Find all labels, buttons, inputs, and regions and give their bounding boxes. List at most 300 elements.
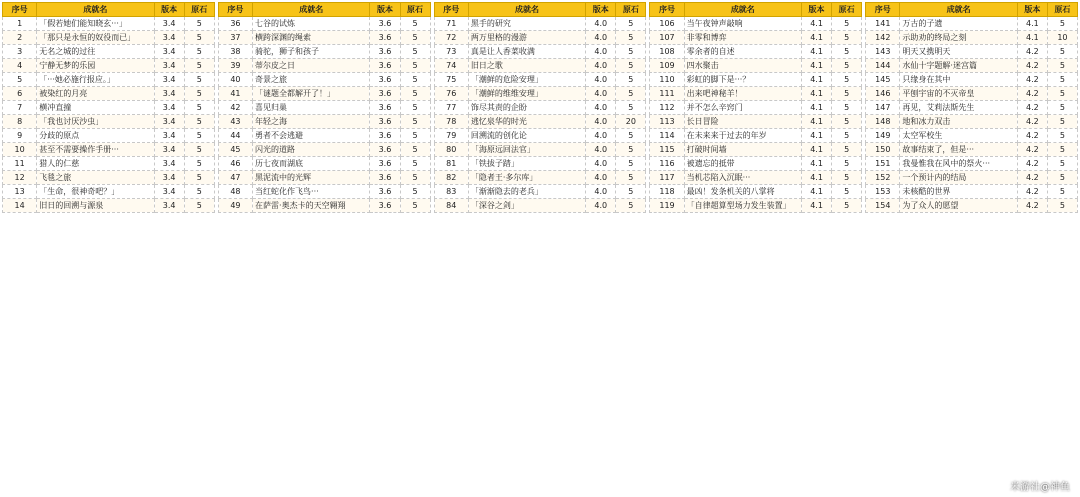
cell-version: 3.4 bbox=[154, 171, 184, 185]
cell-version: 4.2 bbox=[1017, 185, 1047, 199]
cell-achievement-name: 「潮鲜的维维安理」 bbox=[468, 87, 585, 101]
cell-index: 118 bbox=[650, 185, 684, 199]
cell-primogem: 5 bbox=[616, 199, 646, 213]
cell-version: 3.4 bbox=[154, 115, 184, 129]
table-row bbox=[218, 185, 430, 199]
cell-version: 4.1 bbox=[802, 31, 832, 45]
table-block-4 bbox=[649, 2, 862, 495]
cell-achievement-name: 在萨雷·奥杰卡的天空翱翔 bbox=[253, 199, 370, 213]
cell-achievement-name: 闪光的道路 bbox=[253, 143, 370, 157]
cell-index: 150 bbox=[866, 143, 900, 157]
cell-version: 4.0 bbox=[586, 17, 616, 31]
cell-version: 3.4 bbox=[154, 31, 184, 45]
table-row bbox=[3, 101, 215, 115]
table-block-1 bbox=[2, 2, 215, 495]
cell-version: 4.0 bbox=[586, 101, 616, 115]
cell-achievement-name: 「自律超算型场力发生装置」 bbox=[684, 199, 801, 213]
cell-index: 141 bbox=[866, 17, 900, 31]
header-name: 成就名 bbox=[37, 3, 154, 17]
table-row bbox=[218, 199, 430, 213]
cell-index: 36 bbox=[218, 17, 252, 31]
cell-index: 111 bbox=[650, 87, 684, 101]
cell-primogem: 5 bbox=[616, 31, 646, 45]
cell-version: 4.1 bbox=[802, 87, 832, 101]
cell-achievement-name: 「那只是永恒的奴役而已」 bbox=[37, 31, 154, 45]
cell-version: 3.4 bbox=[154, 157, 184, 171]
cell-primogem: 5 bbox=[184, 59, 214, 73]
header-primogem: 原石 bbox=[1047, 3, 1077, 17]
cell-version: 4.0 bbox=[586, 115, 616, 129]
cell-index: 116 bbox=[650, 157, 684, 171]
cell-primogem: 5 bbox=[1047, 143, 1077, 157]
cell-index: 80 bbox=[434, 143, 468, 157]
cell-index: 46 bbox=[218, 157, 252, 171]
table-row bbox=[650, 185, 862, 199]
table-row bbox=[3, 31, 215, 45]
cell-primogem: 5 bbox=[184, 45, 214, 59]
cell-index: 40 bbox=[218, 73, 252, 87]
cell-version: 4.1 bbox=[802, 115, 832, 129]
table-row bbox=[866, 87, 1078, 101]
cell-index: 14 bbox=[3, 199, 37, 213]
cell-achievement-name: 当机芯陷入沉眠··· bbox=[684, 171, 801, 185]
table-row bbox=[218, 129, 430, 143]
cell-primogem: 5 bbox=[1047, 157, 1077, 171]
cell-primogem: 5 bbox=[400, 199, 430, 213]
cell-version: 4.2 bbox=[1017, 101, 1047, 115]
cell-index: 82 bbox=[434, 171, 468, 185]
cell-achievement-name: 「谜题全都解开了！」 bbox=[253, 87, 370, 101]
table-row bbox=[434, 171, 646, 185]
table-row bbox=[650, 45, 862, 59]
cell-primogem: 5 bbox=[1047, 115, 1077, 129]
cell-index: 71 bbox=[434, 17, 468, 31]
cell-achievement-name: 未核酷的世界 bbox=[900, 185, 1017, 199]
cell-index: 43 bbox=[218, 115, 252, 129]
cell-version: 4.2 bbox=[1017, 59, 1047, 73]
cell-achievement-name: 长日冒险 bbox=[684, 115, 801, 129]
table-row bbox=[866, 157, 1078, 171]
cell-version: 4.1 bbox=[802, 185, 832, 199]
cell-achievement-name: 太空军校生 bbox=[900, 129, 1017, 143]
cell-version: 3.4 bbox=[154, 45, 184, 59]
cell-primogem: 5 bbox=[616, 87, 646, 101]
table-row bbox=[866, 31, 1078, 45]
cell-primogem: 5 bbox=[184, 73, 214, 87]
cell-version: 3.6 bbox=[370, 115, 400, 129]
cell-achievement-name: 逃忆泉华的时光 bbox=[468, 115, 585, 129]
cell-primogem: 5 bbox=[616, 45, 646, 59]
cell-primogem: 5 bbox=[832, 171, 862, 185]
cell-version: 3.4 bbox=[154, 129, 184, 143]
cell-primogem: 5 bbox=[1047, 59, 1077, 73]
cell-version: 3.6 bbox=[370, 157, 400, 171]
cell-version: 4.1 bbox=[1017, 31, 1047, 45]
cell-primogem: 5 bbox=[184, 157, 214, 171]
header-index: 序号 bbox=[3, 3, 37, 17]
achievement-table bbox=[218, 2, 431, 213]
cell-achievement-name: 被染红的月亮 bbox=[37, 87, 154, 101]
cell-index: 77 bbox=[434, 101, 468, 115]
cell-primogem: 20 bbox=[616, 115, 646, 129]
table-row bbox=[434, 129, 646, 143]
achievement-table bbox=[649, 2, 862, 213]
cell-achievement-name: 猎人的仁慈 bbox=[37, 157, 154, 171]
cell-primogem: 5 bbox=[400, 17, 430, 31]
table-row bbox=[3, 185, 215, 199]
table-row bbox=[3, 17, 215, 31]
cell-achievement-name: 分歧的原点 bbox=[37, 129, 154, 143]
header-version: 版本 bbox=[802, 3, 832, 17]
cell-index: 79 bbox=[434, 129, 468, 143]
cell-primogem: 5 bbox=[1047, 87, 1077, 101]
cell-primogem: 5 bbox=[832, 31, 862, 45]
table-row bbox=[650, 87, 862, 101]
table-row bbox=[3, 157, 215, 171]
cell-index: 12 bbox=[3, 171, 37, 185]
cell-index: 106 bbox=[650, 17, 684, 31]
table-row bbox=[434, 157, 646, 171]
table-row bbox=[650, 171, 862, 185]
cell-version: 3.6 bbox=[370, 101, 400, 115]
cell-version: 3.4 bbox=[154, 87, 184, 101]
cell-achievement-name: 平刨宇宙的不灭帝皇 bbox=[900, 87, 1017, 101]
cell-achievement-name: 七谷的试炼 bbox=[253, 17, 370, 31]
cell-index: 39 bbox=[218, 59, 252, 73]
cell-version: 4.2 bbox=[1017, 45, 1047, 59]
table-block-3 bbox=[434, 2, 647, 495]
cell-primogem: 5 bbox=[1047, 199, 1077, 213]
watermark: 米游社@神鱼 bbox=[1010, 482, 1070, 493]
cell-achievement-name: 两万里格的漫游 bbox=[468, 31, 585, 45]
cell-primogem: 5 bbox=[184, 199, 214, 213]
cell-primogem: 5 bbox=[400, 115, 430, 129]
table-row bbox=[650, 115, 862, 129]
cell-version: 3.6 bbox=[370, 199, 400, 213]
cell-achievement-name: 为了众人的愿望 bbox=[900, 199, 1017, 213]
table-row bbox=[218, 115, 430, 129]
cell-primogem: 5 bbox=[832, 115, 862, 129]
cell-primogem: 5 bbox=[1047, 73, 1077, 87]
cell-index: 152 bbox=[866, 171, 900, 185]
cell-achievement-name: 黑手的研究 bbox=[468, 17, 585, 31]
cell-primogem: 5 bbox=[400, 31, 430, 45]
cell-primogem: 5 bbox=[400, 185, 430, 199]
cell-version: 3.4 bbox=[154, 59, 184, 73]
table-block-2 bbox=[218, 2, 431, 495]
cell-primogem: 5 bbox=[832, 185, 862, 199]
cell-version: 3.4 bbox=[154, 17, 184, 31]
cell-index: 83 bbox=[434, 185, 468, 199]
cell-index: 153 bbox=[866, 185, 900, 199]
cell-achievement-name: 「隐者王·多尔库」 bbox=[468, 171, 585, 185]
table-row bbox=[434, 87, 646, 101]
cell-achievement-name: 横冲直撞 bbox=[37, 101, 154, 115]
cell-primogem: 5 bbox=[184, 129, 214, 143]
cell-index: 47 bbox=[218, 171, 252, 185]
cell-version: 4.0 bbox=[586, 185, 616, 199]
cell-version: 4.2 bbox=[1017, 171, 1047, 185]
cell-primogem: 5 bbox=[832, 199, 862, 213]
cell-achievement-name: 非零和博弈 bbox=[684, 31, 801, 45]
cell-version: 4.1 bbox=[802, 17, 832, 31]
header-index: 序号 bbox=[650, 3, 684, 17]
cell-version: 4.2 bbox=[1017, 157, 1047, 171]
cell-achievement-name: 历七夜而湖底 bbox=[253, 157, 370, 171]
table-row bbox=[866, 59, 1078, 73]
cell-achievement-name: 蒂尔皮之日 bbox=[253, 59, 370, 73]
cell-index: 49 bbox=[218, 199, 252, 213]
cell-index: 146 bbox=[866, 87, 900, 101]
cell-achievement-name: 被遗忘的抵带 bbox=[684, 157, 801, 171]
table-row bbox=[218, 73, 430, 87]
cell-index: 75 bbox=[434, 73, 468, 87]
table-row bbox=[218, 31, 430, 45]
cell-primogem: 5 bbox=[400, 101, 430, 115]
cell-version: 3.4 bbox=[154, 101, 184, 115]
cell-achievement-name: 当红蛇化作飞鸟··· bbox=[253, 185, 370, 199]
cell-index: 8 bbox=[3, 115, 37, 129]
cell-achievement-name: 「渐渐隐去的老兵」 bbox=[468, 185, 585, 199]
cell-version: 3.6 bbox=[370, 45, 400, 59]
cell-version: 3.4 bbox=[154, 185, 184, 199]
table-row bbox=[866, 101, 1078, 115]
table-row bbox=[434, 115, 646, 129]
cell-version: 4.0 bbox=[586, 45, 616, 59]
cell-version: 3.6 bbox=[370, 17, 400, 31]
cell-index: 2 bbox=[3, 31, 37, 45]
table-row bbox=[650, 129, 862, 143]
table-row bbox=[434, 45, 646, 59]
cell-version: 3.6 bbox=[370, 31, 400, 45]
cell-version: 4.2 bbox=[1017, 87, 1047, 101]
cell-primogem: 5 bbox=[616, 157, 646, 171]
cell-primogem: 5 bbox=[400, 45, 430, 59]
cell-achievement-name: 打破时间墙 bbox=[684, 143, 801, 157]
cell-primogem: 5 bbox=[1047, 17, 1077, 31]
header-name: 成就名 bbox=[900, 3, 1017, 17]
cell-primogem: 5 bbox=[616, 59, 646, 73]
cell-version: 3.4 bbox=[154, 143, 184, 157]
cell-index: 44 bbox=[218, 129, 252, 143]
cell-primogem: 5 bbox=[832, 129, 862, 143]
cell-index: 145 bbox=[866, 73, 900, 87]
cell-achievement-name: 横跨深渊的绳索 bbox=[253, 31, 370, 45]
cell-primogem: 5 bbox=[832, 73, 862, 87]
cell-version: 4.2 bbox=[1017, 143, 1047, 157]
cell-index: 148 bbox=[866, 115, 900, 129]
cell-version: 4.2 bbox=[1017, 199, 1047, 213]
cell-version: 4.0 bbox=[586, 199, 616, 213]
table-row bbox=[434, 59, 646, 73]
header-index: 序号 bbox=[434, 3, 468, 17]
cell-achievement-name: 勇者不会逃避 bbox=[253, 129, 370, 143]
cell-index: 45 bbox=[218, 143, 252, 157]
cell-index: 112 bbox=[650, 101, 684, 115]
header-version: 版本 bbox=[1017, 3, 1047, 17]
table-row bbox=[434, 199, 646, 213]
cell-achievement-name: 飞毯之旅 bbox=[37, 171, 154, 185]
cell-primogem: 5 bbox=[184, 17, 214, 31]
header-name: 成就名 bbox=[684, 3, 801, 17]
cell-index: 110 bbox=[650, 73, 684, 87]
cell-achievement-name: 并不怎么辛窍门 bbox=[684, 101, 801, 115]
table-row bbox=[866, 115, 1078, 129]
cell-primogem: 5 bbox=[400, 143, 430, 157]
cell-primogem: 5 bbox=[184, 143, 214, 157]
cell-achievement-name: 「铁拔子踏」 bbox=[468, 157, 585, 171]
cell-achievement-name: 「我也讨厌沙虫」 bbox=[37, 115, 154, 129]
cell-primogem: 5 bbox=[616, 17, 646, 31]
cell-achievement-name: 彩虹的脚下是···？ bbox=[684, 73, 801, 87]
cell-primogem: 5 bbox=[1047, 45, 1077, 59]
cell-version: 4.0 bbox=[586, 143, 616, 157]
cell-primogem: 5 bbox=[616, 143, 646, 157]
cell-achievement-name: 旧日的回溯与源泉 bbox=[37, 199, 154, 213]
header-name: 成就名 bbox=[468, 3, 585, 17]
cell-primogem: 5 bbox=[832, 17, 862, 31]
table-row bbox=[434, 143, 646, 157]
cell-primogem: 5 bbox=[400, 129, 430, 143]
cell-achievement-name: 在未来来于过去的年岁 bbox=[684, 129, 801, 143]
cell-achievement-name: 「···她必施行报应。」 bbox=[37, 73, 154, 87]
table-row bbox=[3, 87, 215, 101]
cell-index: 113 bbox=[650, 115, 684, 129]
cell-achievement-name: 「海原远回法官」 bbox=[468, 143, 585, 157]
cell-achievement-name: 奇景之旅 bbox=[253, 73, 370, 87]
cell-index: 72 bbox=[434, 31, 468, 45]
cell-achievement-name: 宁静无梦的乐园 bbox=[37, 59, 154, 73]
cell-version: 3.4 bbox=[154, 199, 184, 213]
cell-achievement-name: 地和冰力双击 bbox=[900, 115, 1017, 129]
table-row bbox=[866, 199, 1078, 213]
header-primogem: 原石 bbox=[616, 3, 646, 17]
cell-primogem: 5 bbox=[832, 87, 862, 101]
table-row bbox=[650, 157, 862, 171]
header-index: 序号 bbox=[218, 3, 252, 17]
header-primogem: 原石 bbox=[400, 3, 430, 17]
cell-primogem: 5 bbox=[1047, 171, 1077, 185]
cell-primogem: 5 bbox=[616, 129, 646, 143]
table-row bbox=[434, 17, 646, 31]
cell-version: 4.0 bbox=[586, 73, 616, 87]
cell-version: 3.6 bbox=[370, 171, 400, 185]
cell-version: 4.0 bbox=[586, 171, 616, 185]
cell-index: 73 bbox=[434, 45, 468, 59]
header-name: 成就名 bbox=[253, 3, 370, 17]
cell-version: 4.1 bbox=[802, 129, 832, 143]
table-row bbox=[218, 157, 430, 171]
cell-index: 115 bbox=[650, 143, 684, 157]
cell-version: 3.6 bbox=[370, 59, 400, 73]
cell-index: 144 bbox=[866, 59, 900, 73]
cell-index: 37 bbox=[218, 31, 252, 45]
cell-primogem: 5 bbox=[832, 157, 862, 171]
table-row bbox=[434, 185, 646, 199]
cell-index: 117 bbox=[650, 171, 684, 185]
cell-achievement-name: 骑驼，狮子和孩子 bbox=[253, 45, 370, 59]
cell-primogem: 5 bbox=[1047, 129, 1077, 143]
table-row bbox=[650, 101, 862, 115]
cell-achievement-name: 最凶！发条机关的八掌将 bbox=[684, 185, 801, 199]
cell-index: 41 bbox=[218, 87, 252, 101]
cell-primogem: 5 bbox=[832, 143, 862, 157]
achievement-table bbox=[2, 2, 215, 213]
cell-achievement-name: 四水聚击 bbox=[684, 59, 801, 73]
cell-achievement-name: 「潮鲜的危险安理」 bbox=[468, 73, 585, 87]
header-version: 版本 bbox=[154, 3, 184, 17]
cell-achievement-name: 「生命，很神奇吧？」 bbox=[37, 185, 154, 199]
table-row bbox=[650, 59, 862, 73]
cell-primogem: 5 bbox=[832, 45, 862, 59]
header-primogem: 原石 bbox=[832, 3, 862, 17]
table-row bbox=[218, 59, 430, 73]
cell-achievement-name: 零余者的自述 bbox=[684, 45, 801, 59]
header-version: 版本 bbox=[586, 3, 616, 17]
cell-index: 42 bbox=[218, 101, 252, 115]
cell-primogem: 5 bbox=[184, 31, 214, 45]
cell-index: 38 bbox=[218, 45, 252, 59]
table-row bbox=[3, 129, 215, 143]
table-row bbox=[218, 45, 430, 59]
table-row bbox=[866, 143, 1078, 157]
cell-index: 3 bbox=[3, 45, 37, 59]
cell-version: 4.1 bbox=[802, 101, 832, 115]
table-row bbox=[218, 101, 430, 115]
cell-index: 76 bbox=[434, 87, 468, 101]
table-row bbox=[434, 73, 646, 87]
cell-index: 84 bbox=[434, 199, 468, 213]
cell-index: 7 bbox=[3, 101, 37, 115]
cell-index: 149 bbox=[866, 129, 900, 143]
cell-achievement-name: 旧日之歌 bbox=[468, 59, 585, 73]
cell-index: 74 bbox=[434, 59, 468, 73]
cell-primogem: 5 bbox=[184, 115, 214, 129]
cell-version: 4.1 bbox=[802, 45, 832, 59]
cell-primogem: 5 bbox=[832, 59, 862, 73]
cell-achievement-name: 饰尽其责的企盼 bbox=[468, 101, 585, 115]
table-row bbox=[3, 115, 215, 129]
cell-achievement-name: 年轻之海 bbox=[253, 115, 370, 129]
cell-achievement-name: 故事结束了，但是··· bbox=[900, 143, 1017, 157]
table-row bbox=[434, 101, 646, 115]
cell-version: 4.0 bbox=[586, 87, 616, 101]
table-row bbox=[650, 73, 862, 87]
cell-achievement-name: 真是让人香菜收满 bbox=[468, 45, 585, 59]
cell-index: 48 bbox=[218, 185, 252, 199]
table-row bbox=[218, 143, 430, 157]
cell-achievement-name: 「深谷之剑」 bbox=[468, 199, 585, 213]
table-row bbox=[650, 199, 862, 213]
header-primogem: 原石 bbox=[184, 3, 214, 17]
cell-version: 3.6 bbox=[370, 87, 400, 101]
cell-version: 4.2 bbox=[1017, 115, 1047, 129]
cell-primogem: 5 bbox=[616, 185, 646, 199]
cell-primogem: 5 bbox=[184, 101, 214, 115]
cell-version: 4.1 bbox=[802, 157, 832, 171]
cell-primogem: 5 bbox=[832, 101, 862, 115]
cell-index: 109 bbox=[650, 59, 684, 73]
cell-index: 10 bbox=[3, 143, 37, 157]
cell-achievement-name: 出来吧神秘羊！ bbox=[684, 87, 801, 101]
cell-achievement-name: 无名之城的过往 bbox=[37, 45, 154, 59]
cell-version: 4.0 bbox=[586, 59, 616, 73]
cell-primogem: 5 bbox=[616, 73, 646, 87]
cell-index: 9 bbox=[3, 129, 37, 143]
cell-primogem: 5 bbox=[400, 171, 430, 185]
cell-version: 4.0 bbox=[586, 31, 616, 45]
table-row bbox=[866, 17, 1078, 31]
